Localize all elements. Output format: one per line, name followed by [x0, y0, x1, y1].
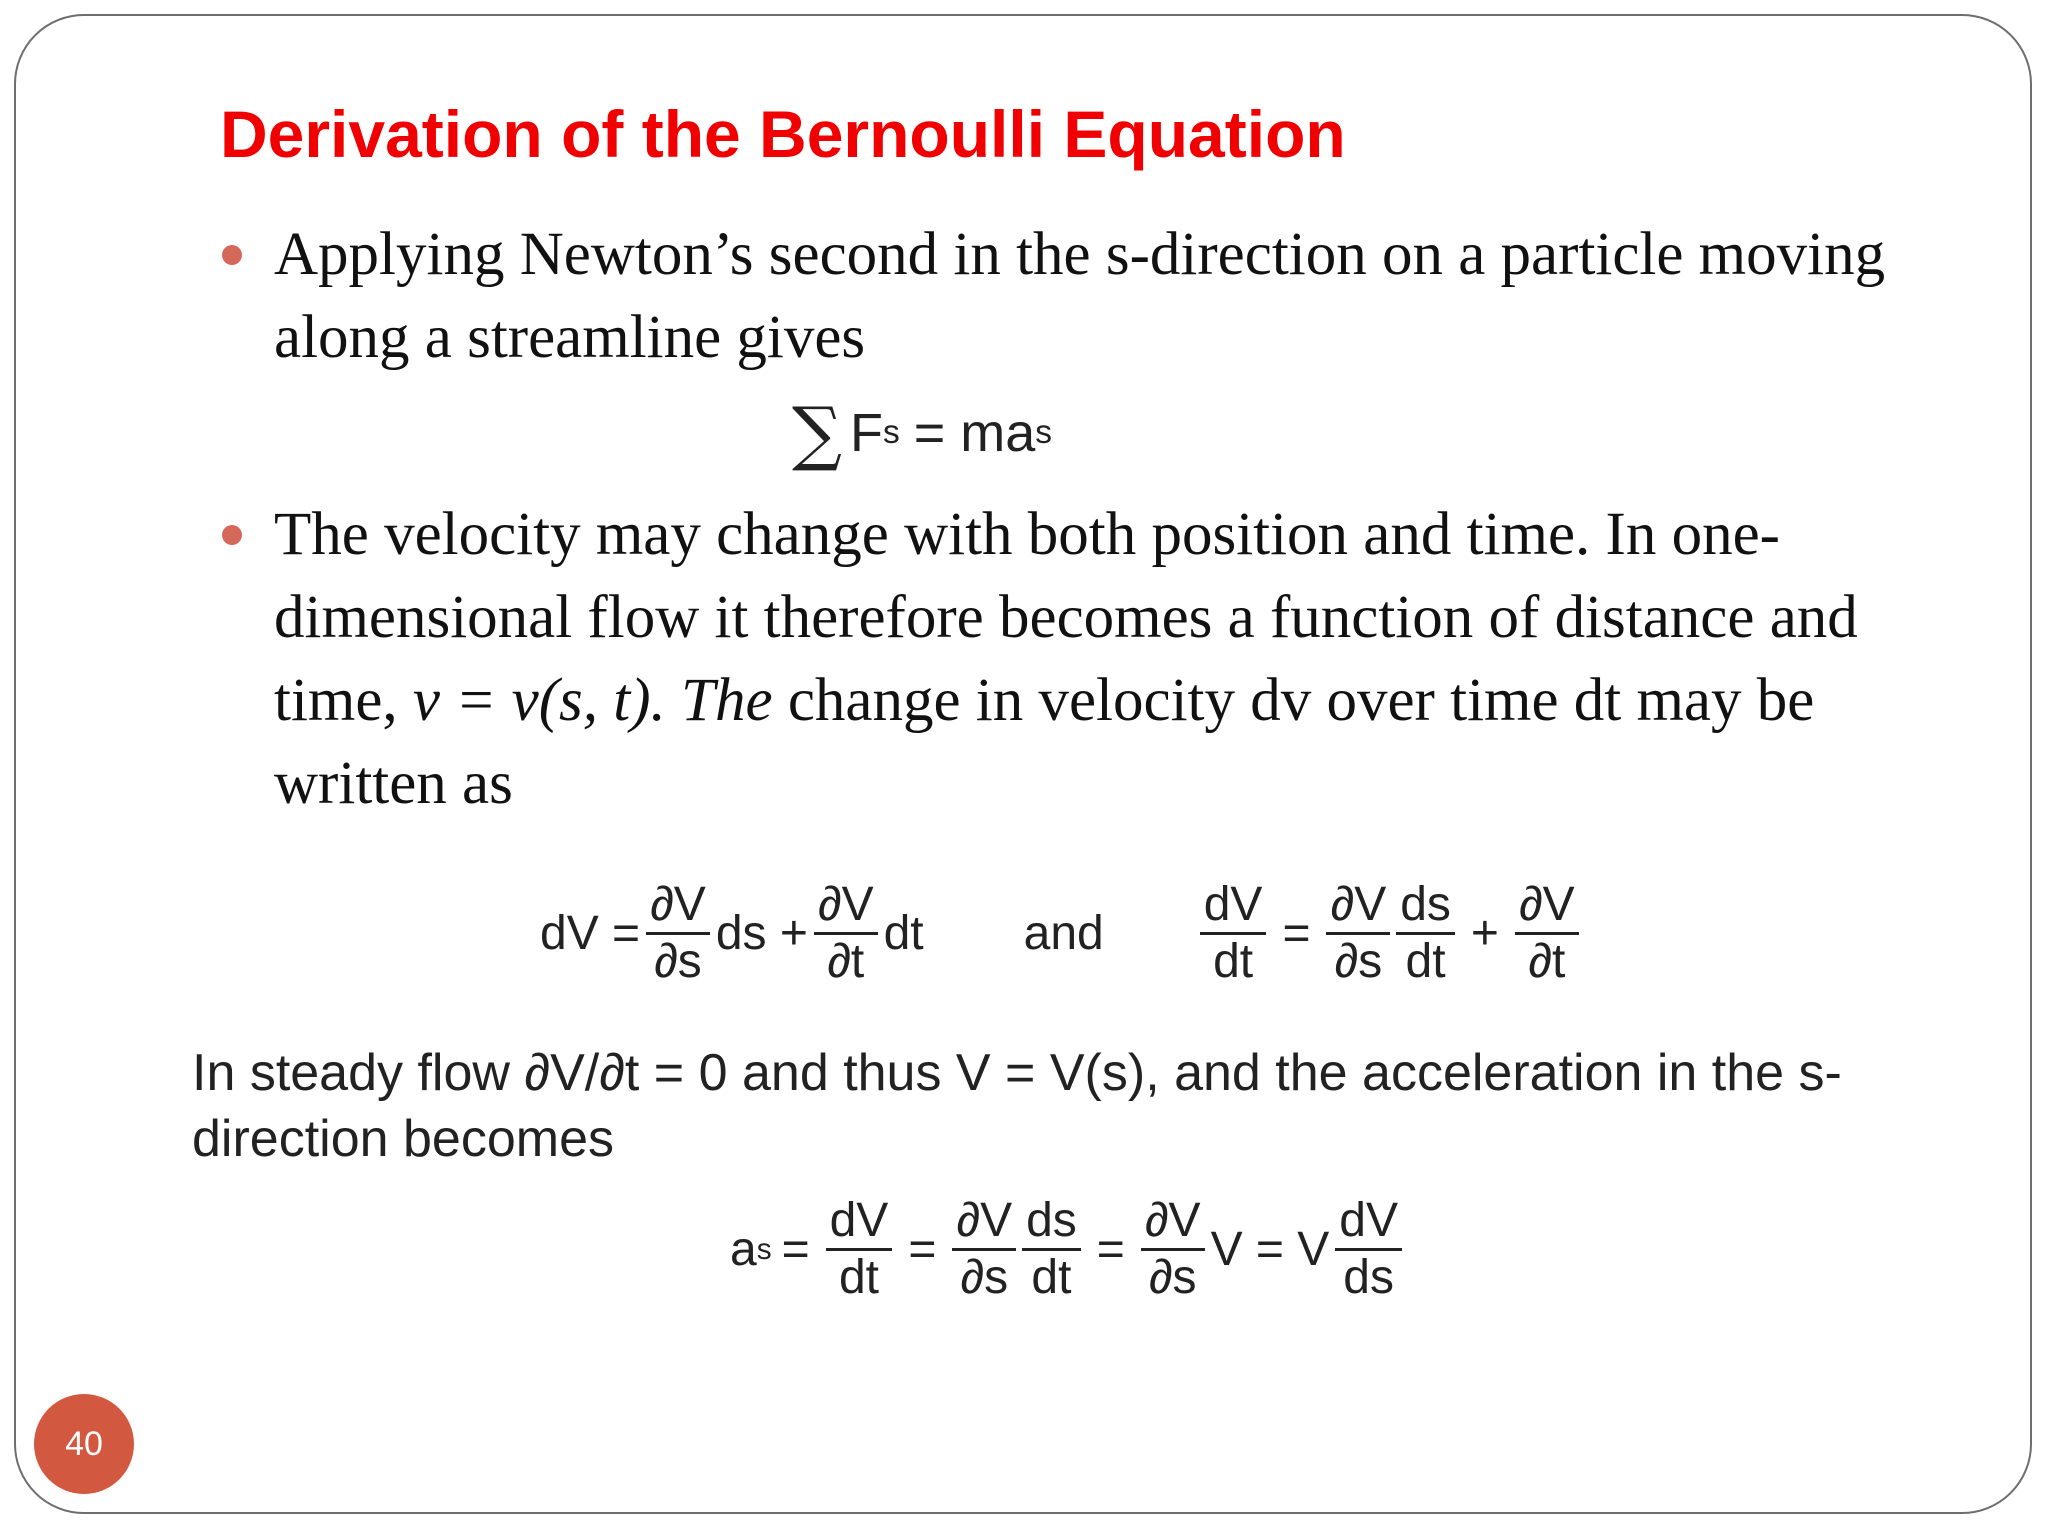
fraction-dV-ds: [646, 880, 710, 988]
frac-num: ∂V: [1326, 880, 1390, 935]
fraction-total-dV-dt: [1200, 880, 1267, 988]
eq3-equals-3: =: [1096, 1223, 1125, 1277]
frac-den: dt: [838, 1251, 879, 1305]
equation-rhs: = ma: [913, 403, 1036, 463]
frac-den: ∂s: [654, 935, 702, 989]
accel-symbol: a: [730, 1223, 757, 1277]
force-subscript: s: [882, 414, 900, 451]
fraction-ds-dt: [1396, 880, 1455, 988]
equation-newton: [792, 392, 1052, 474]
frac-den: dt: [1405, 935, 1446, 989]
fraction-dV-ds: [1335, 1196, 1402, 1304]
frac-den: ∂s: [1334, 935, 1383, 989]
fraction-partial-dV-dt: [1515, 880, 1579, 988]
equation-total-derivative: [540, 880, 1585, 988]
bullet-dot: [222, 245, 242, 265]
frac-num: dV: [826, 1196, 893, 1251]
frac-den: ∂t: [827, 935, 865, 989]
frac-den: ∂t: [1528, 935, 1566, 989]
eq3-equals-1: =: [781, 1223, 810, 1277]
frac-num: ∂V: [814, 880, 878, 935]
velocity-text-italic: v = v(s, t). The: [412, 667, 773, 734]
eq3-mid: V = V: [1210, 1223, 1330, 1277]
rhs-subscript: s: [1035, 414, 1053, 451]
steady-flow-text: In steady flow ∂V/∂t = 0 and thus V = V(s), and the acceleration in the s-direction becomes: [192, 1044, 1842, 1168]
frac-num: ds: [1396, 880, 1455, 935]
frac-den: dt: [1031, 1251, 1072, 1305]
fraction-dV-dt: [826, 1196, 893, 1304]
bullet-text-newton: Applying Newton’s second in the s-direction on a particle moving along a streamline gives: [274, 221, 1886, 371]
eq2-term2: dt: [883, 907, 924, 961]
frac-num: ds: [1022, 1196, 1081, 1251]
accel-subscript: s: [756, 1232, 772, 1266]
eq2-plus: +: [1470, 907, 1499, 961]
frac-num: ∂V: [1515, 880, 1579, 935]
frac-den: ∂s: [960, 1251, 1009, 1305]
equation-acceleration: [730, 1196, 1408, 1304]
eq2-lhs: dV =: [540, 907, 641, 961]
frac-den: ∂s: [1148, 1251, 1197, 1305]
frac-num: ∂V: [646, 880, 710, 935]
bullet-text-velocity: [274, 493, 1914, 825]
eq2-term1: ds +: [715, 907, 808, 961]
page-number-badge: 40: [34, 1394, 134, 1494]
frac-num: ∂V: [1141, 1196, 1205, 1251]
eq3-equals-2: =: [908, 1223, 937, 1277]
fraction-dV-dt: [814, 880, 878, 988]
sigma-symbol: ∑: [792, 392, 842, 474]
fraction-partial-dV-ds-2: [1141, 1196, 1205, 1304]
velocity-text-2: change in velocity dv over time dt may be written as: [274, 667, 1815, 817]
fraction-partial-dV-ds: [1326, 880, 1390, 988]
velocity-text-1: The velocity may change with both position and time. In one-dimensional flow it therefore becomes a function of distance and time,: [274, 501, 1858, 734]
eq2-and: and: [1023, 907, 1104, 961]
force-symbol: F: [849, 403, 883, 463]
frac-num: dV: [1335, 1196, 1402, 1251]
frac-num: ∂V: [952, 1196, 1016, 1251]
slide-title: Derivation of the Bernoulli Equation: [220, 97, 1346, 171]
eq2-equals: =: [1282, 907, 1311, 961]
fraction-partial-dV-ds: [952, 1196, 1016, 1304]
frac-den: dt: [1213, 935, 1254, 989]
bullet-dot: [222, 525, 242, 545]
fraction-ds-dt: [1022, 1196, 1081, 1304]
frac-num: dV: [1200, 880, 1267, 935]
frac-den: ds: [1343, 1251, 1394, 1305]
